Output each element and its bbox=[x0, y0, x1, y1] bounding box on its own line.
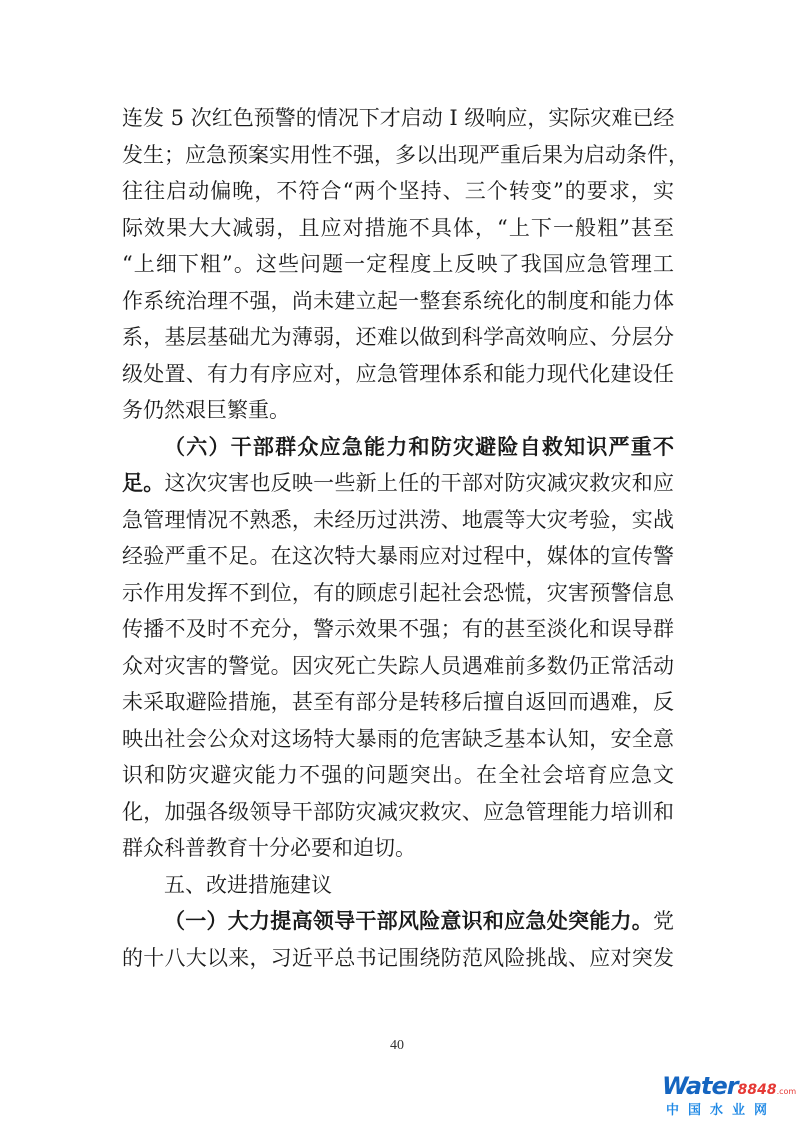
watermark-brand: Water bbox=[662, 1072, 738, 1100]
subsection-heading-end: 足。 bbox=[122, 470, 165, 495]
text-line: 未采取避险措施，甚至有部分是转移后擅自返回而遇难，反 bbox=[122, 690, 674, 714]
text-line: 往往启动偏晚，不符合“两个坚持、三个转变”的要求，实 bbox=[122, 179, 674, 203]
paragraph-2 bbox=[122, 429, 674, 867]
text-line: 映出社会公众对这场特大暴雨的危害缺乏基本认知，安全意 bbox=[122, 726, 674, 751]
document-body bbox=[122, 100, 689, 976]
text-line: 传播不及时不充分，警示效果不强；有的甚至淡化和误导群 bbox=[122, 617, 674, 641]
page-number: 40 bbox=[390, 1038, 404, 1053]
text-line bbox=[122, 465, 674, 502]
text-line: 群众科普教育十分必要和迫切。 bbox=[122, 836, 416, 860]
watermark-suffix: .com bbox=[776, 1087, 796, 1096]
text-line: 示作用发挥不到位，有的顾虑引起社会恐慌，灾害预警信息 bbox=[122, 580, 674, 605]
text-line-rest: 这次灾害也反映一些新上任的干部对防灾减灾救灾和应 bbox=[164, 471, 675, 495]
text-line-rest: 党 bbox=[653, 909, 674, 933]
text-line: 际效果大大减弱，且应对措施不具体，“上下一般粗”甚至 bbox=[122, 215, 674, 240]
subsection-heading: （一）大力提高领导干部风险意识和应急处突能力。 bbox=[164, 908, 653, 933]
watermark-number: 8848 bbox=[737, 1082, 777, 1098]
paragraph-1 bbox=[122, 100, 689, 429]
text-line: “上细下粗”。这些问题一定程度上反映了我国应急管理工 bbox=[122, 252, 674, 276]
text-line: 化，加强各级领导干部防灾减灾救灾、应急管理能力培训和 bbox=[122, 799, 674, 824]
watermark-subtitle: 中国水业网 bbox=[666, 1103, 777, 1118]
text-line: 急管理情况不熟悉，未经历过洪涝、地震等大灾考验，实战 bbox=[122, 507, 674, 532]
text-line: 经验严重不足。在这次特大暴雨应对过程中，媒体的宣传警 bbox=[122, 544, 674, 568]
text-line bbox=[122, 903, 674, 940]
text-line: 识和防灾避灾能力不强的问题突出。在全社会培育应急文 bbox=[122, 763, 674, 787]
site-watermark-logo bbox=[662, 1072, 796, 1118]
text-line: 连发 5 次红色预警的情况下才启动 I 级响应，实际灾难已经 bbox=[122, 106, 675, 130]
text-line: 务仍然艰巨繁重。 bbox=[122, 398, 290, 422]
text-line: 的十八大以来，习近平总书记围绕防范风险挑战、应对突发 bbox=[122, 945, 674, 970]
text-line: 作系统治理不强，尚未建立起一整套系统化的制度和能力体 bbox=[122, 288, 674, 313]
text-line: 发生；应急预案实用性不强，多以出现严重后果为启动条件， bbox=[122, 142, 689, 167]
section-heading: 五、改进措施建议 bbox=[164, 872, 332, 897]
text-line: 系，基层基础尤为薄弱，还难以做到科学高效响应、分层分 bbox=[122, 325, 674, 349]
watermark-brand-line bbox=[662, 1072, 796, 1098]
text-line: 众对灾害的警觉。因灾死亡失踪人员遇难前多数仍正常活动 bbox=[122, 653, 674, 678]
subsection-heading: （六）干部群众应急能力和防灾避险自救知识严重不 bbox=[164, 433, 674, 459]
paragraph-3 bbox=[122, 903, 674, 976]
text-line: 级处置、有力有序应对，应急管理体系和能力现代化建设任 bbox=[122, 361, 674, 386]
